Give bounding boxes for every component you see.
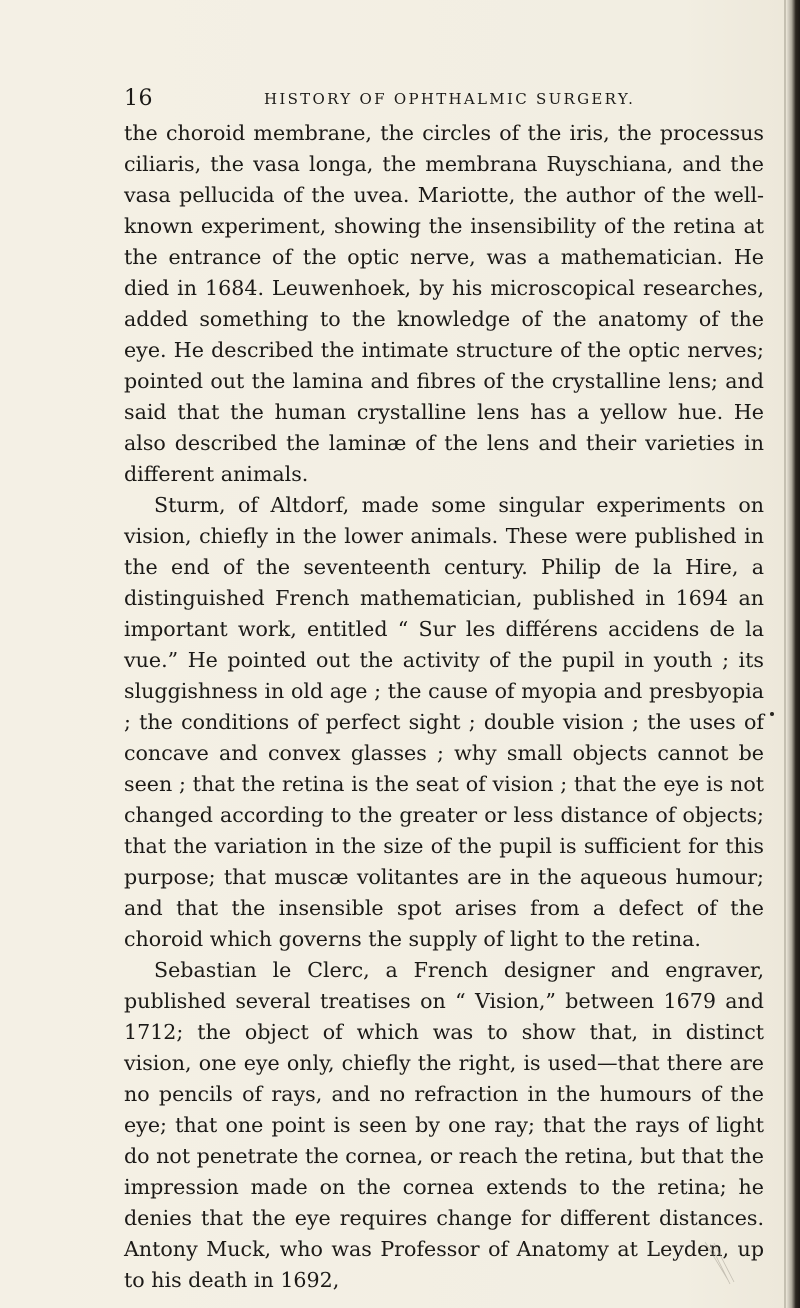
paragraph-3: Sebastian le Clerc, a French designer and engraver, published several treatises on “ Vision,” between 1679 and 1712; the object of which was to show that, in distinct vision, one eye only, chiefly the right, is used—that there are no pencils of rays, and no refraction in the humours of the eye; that one point is seen by one ray; that the rays of light do not penetrate the cornea, or reach the retina, but that the impression made on the cornea extends to the retina; he denies that the eye requires change for different distances. Antony Muck, who was Professor of Anatomy at Leyden, up to his death in 1692,	[124, 958, 764, 1292]
page-number: 16	[124, 86, 153, 111]
paragraph-1: the choroid membrane, the circles of the iris, the processus ciliaris, the vasa longa, the membrana Ruyschiana, and the vasa pellucida of the uvea. Mariotte, the author of the well-known experiment, showing the insensibility of the retina at the entrance of the optic nerve, was a mathematician. He died in 1684. Leuwenhoek, by his microscopical researches, added something to the knowledge of the anatomy of the eye. He described the intimate structure of the optic nerves; pointed out the lamina and fibres of the crystalline lens; and said that the human crystalline lens has a yellow hue. He also described the laminæ of the lens and their varieties in different animals.	[124, 121, 764, 486]
paragraph-2: Sturm, of Altdorf, made some singular experiments on vision, chiefly in the lower animals. These were published in the end of the seventeenth century. Philip de la Hire, a distinguished French mathematician, published in 1694 an important work, entitled “ Sur les différens accidens de la vue.” He pointed out the activity of the pupil in youth ; its sluggishness in old age ; the cause of myopia and presbyopia ; the conditions of perfect sight ; double vision ; the uses of concave and convex glasses ; why small objects cannot be seen ; that the retina is the seat of vision ; that the eye is not changed according to the greater or less distance of objects; that the variation in the size of the pupil is sufficient for this purpose; that muscæ volitantes are in the aqueous humour; and that the insensible spot arises from a defect of the choroid which governs the supply of light to the retina.	[124, 493, 764, 951]
ink-smudge	[700, 1240, 760, 1290]
page-header	[124, 86, 764, 116]
ink-speck	[770, 712, 774, 716]
running-title: HISTORY OF OPHTHALMIC SURGERY.	[264, 90, 636, 108]
page-edge	[786, 0, 800, 1308]
body-text	[124, 118, 764, 1296]
